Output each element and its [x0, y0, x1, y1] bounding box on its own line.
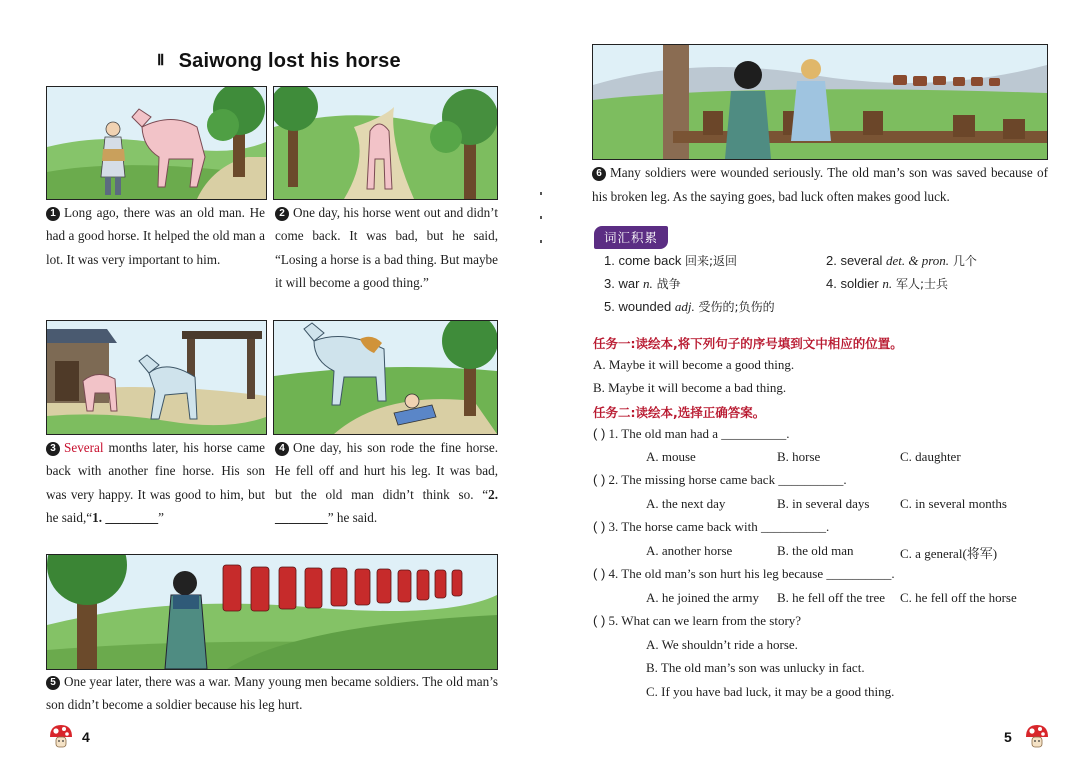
answer-option: B. he fell off the tree [777, 590, 886, 605]
story-title: Ⅱ Saiwong lost his horse [157, 50, 401, 72]
answer-option: A. another horse [646, 543, 733, 558]
vocab-item: 1. come back 回来;返回 [604, 253, 737, 268]
answer-option: A. the next day [646, 496, 726, 511]
illustration-panel-5 [46, 554, 498, 670]
caption-panel-6: 6 Many soldiers were wounded seriously. The old man’s son was saved because of his broken leg. As the saying goes, bad luck often makes good luck. [592, 165, 1048, 204]
caption-panel-5: 5 One year later, there was a war. Many young men became soldiers. The old man’s son didn’t become a soldier because his leg hurt. [46, 674, 498, 713]
answer-option: B. The old man’s son was unlucky in fact. [646, 660, 865, 675]
option-sentence: B. Maybe it will become a bad thing. [593, 380, 787, 395]
question-3: ( ) 3. The horse came back with __________. [593, 519, 830, 534]
question-4: ( ) 4. The old man’s son hurt his leg because __________. [593, 566, 895, 581]
page-number-right: 5 [1004, 729, 1012, 745]
vocab-item: 5. wounded adj. 受伤的;负伤的 [604, 299, 775, 314]
answer-option: C. If you have bad luck, it may be a good thing. [646, 684, 895, 699]
answer-option: C. daughter [900, 449, 961, 464]
right-page [540, 0, 1080, 763]
answer-option: B. the old man [777, 543, 854, 558]
answer-option: A. he joined the army [646, 590, 759, 605]
answer-option: B. in several days [777, 496, 870, 511]
caption-panel-3: 3 Several months later, his horse came back with another fine horse. His son was very happy. It was good to him, but he said,“1. ________” [46, 440, 265, 526]
page-number-left: 4 [82, 729, 90, 745]
illustration-panel-2 [273, 86, 498, 200]
mushroom-icon [1024, 723, 1050, 749]
option-sentence: A. Maybe it will become a good thing. [593, 357, 795, 372]
answer-option: A. We shouldn’t ride a horse. [646, 637, 798, 652]
illustration-panel-6 [592, 44, 1048, 160]
question-2: ( ) 2. The missing horse came back __________. [593, 472, 847, 487]
answer-option: A. mouse [646, 449, 696, 464]
task-one-heading: 任务一:读绘本,将下列句子的序号填到文中相应的位置。 [593, 336, 903, 351]
illustration-panel-1 [46, 86, 267, 200]
illustration-panel-3 [46, 320, 267, 435]
caption-panel-4: 4 One day, his son rode the fine horse. He fell off and hurt his leg. It was bad, but the old man didn’t think so. “2. ________” he said. [275, 440, 498, 526]
answer-option: C. a general(将军) [900, 546, 998, 561]
vocab-item: 4. soldier n. 军人;士兵 [826, 276, 948, 291]
caption-panel-2: 2 One day, his horse went out and didn’t come back. It was bad, but he said, “Losing a horse is a bad thing. But maybe it will become a good thing.” [275, 205, 498, 291]
question-1: ( ) 1. The old man had a __________. [593, 426, 790, 441]
question-5: ( ) 5. What can we learn from the story? [593, 613, 802, 628]
answer-option: B. horse [777, 449, 821, 464]
vocab-tag: 词汇积累 [594, 226, 668, 249]
answer-option: C. he fell off the horse [900, 590, 1017, 605]
caption-panel-1: 1 Long ago, there was an old man. He had a good horse. It helped the old man a lot. It was very important to him. [46, 205, 265, 267]
vocab-item: 3. war n. 战争 [604, 276, 681, 291]
illustration-panel-4 [273, 320, 498, 435]
vocab-item: 2. several det. & pron. 几个 [826, 253, 977, 268]
task-two-heading: 任务二:读绘本,选择正确答案。 [593, 405, 766, 420]
answer-option: C. in several months [900, 496, 1007, 511]
mushroom-icon [48, 723, 74, 749]
